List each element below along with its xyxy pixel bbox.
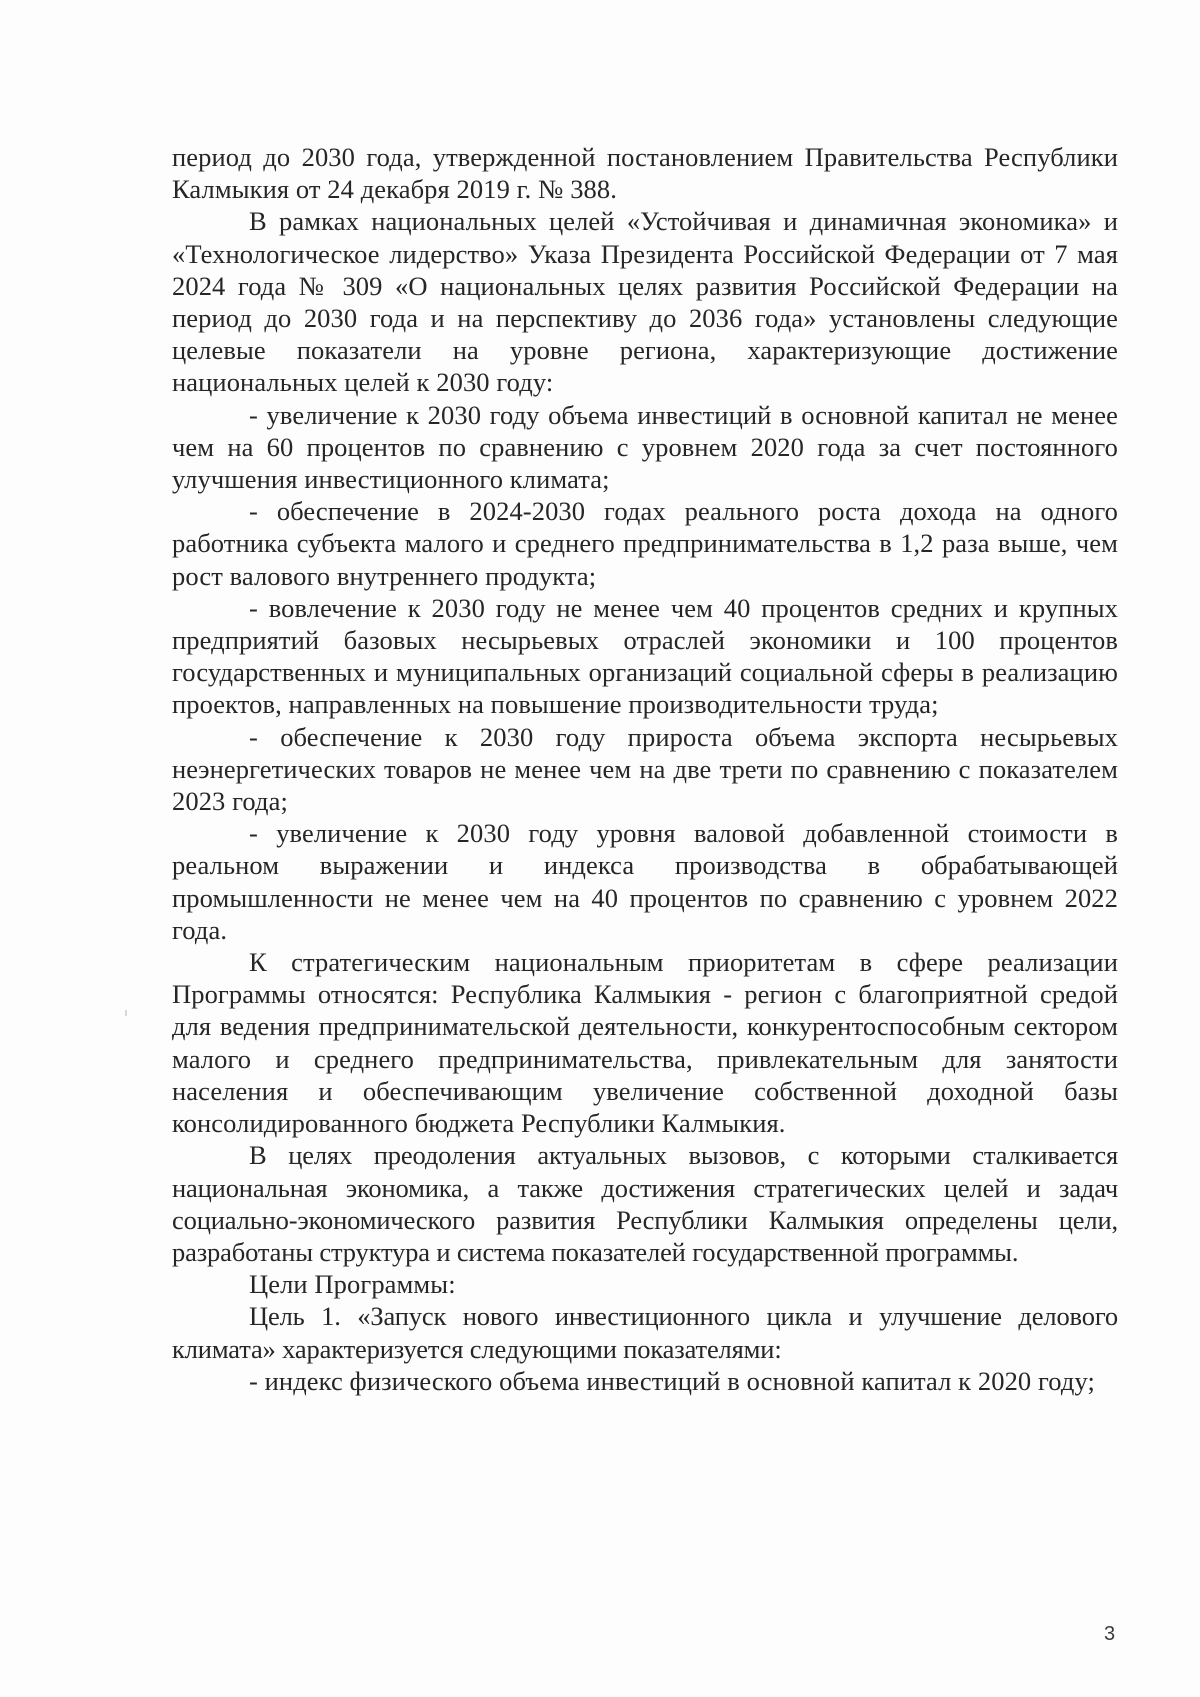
paragraph-goal-1: Цель 1. «Запуск нового инвестиционного цикла и улучшение делового климата» характеризуется следующими показателями:: [172, 1301, 1118, 1364]
page-number: 3: [1104, 1623, 1116, 1645]
paragraph-program-goals-heading: Цели Программы:: [249, 1269, 456, 1300]
list-item-manufacturing: - увеличение к 2030 году уровня валовой добавленной стоимости в реальном выражении и индекса производства в обрабатывающей промышленности не менее чем на 40 процентов по сравнению с уровнем 2022 года.: [172, 818, 1118, 945]
paragraph-national-goals: В рамках национальных целей «Устойчивая и динамичная экономика» и «Технологическое лидерство» Указа Президента Российской Федерации от 7 мая 2024 года № 309 «О национальных целях развития Российской Федерации на период до 2030 года и на перспективу до 2036 года» установлены следующие целевые показатели на уровне региона, характеризующие достижение национальных целей к 2030 году:: [172, 206, 1118, 398]
paragraph-challenges: В целях преодоления актуальных вызовов, с которыми сталкивается национальная экономика, а также достижения стратегических целей и задач социально-экономического развития Республики Калмыкия определены цели, разработаны структура и система показателей государственной программы.: [172, 1140, 1118, 1267]
paragraph-continuation: период до 2030 года, утвержденной постановлением Правительства Республики Калмыкия от 24 декабря 2019 г. № 388.: [172, 142, 1118, 205]
list-item-investment-index: - индекс физического объема инвестиций в основной капитал к 2020 году;: [249, 1365, 1095, 1396]
scan-artifact: [125, 1010, 127, 1016]
list-item-export: - обеспечение к 2030 году прироста объема экспорта несырьевых неэнергетических товаров не менее чем на две трети по сравнению с показателем 2023 года;: [172, 721, 1118, 817]
document-body: [172, 141, 1118, 1397]
paragraph-strategic-priorities: К стратегическим национальным приоритетам в сфере реализации Программы относятся: Республика Калмыкия - регион с благоприятной средой для ведения предпринимательской деятельности, конкурентоспособным сектором малого и среднего предпринимательства, привлекательным для занятости населения и обеспечивающим увеличение собственной доходной базы консолидированного бюджета Республики Калмыкия.: [172, 947, 1118, 1139]
list-item-income-growth: - обеспечение в 2024-2030 годах реального роста дохода на одного работника субъекта малого и среднего предпринимательства в 1,2 раза выше, чем рост валового внутреннего продукта;: [172, 496, 1118, 591]
list-item-productivity: - вовлечение к 2030 году не менее чем 40 процентов средних и крупных предприятий базовых несырьевых отраслей экономики и 100 процентов государственных и муниципальных организаций социальной сферы в реализацию проектов, направленных на повышение производительности труда;: [172, 592, 1118, 720]
list-item-investment: - увеличение к 2030 году объема инвестиций в основной капитал не менее чем на 60 процентов по сравнению с уровнем 2020 года за счет постоянного улучшения инвестиционного климата;: [172, 399, 1118, 495]
